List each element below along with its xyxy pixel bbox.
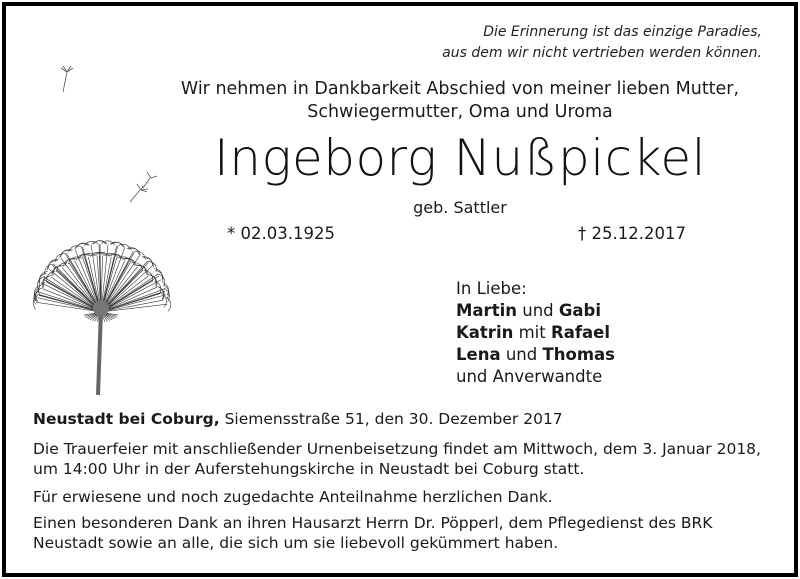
relative-name: Katrin xyxy=(456,323,514,342)
family-signatories xyxy=(456,278,615,388)
conjunction: und xyxy=(522,301,554,320)
conjunction: und xyxy=(505,345,538,364)
special-thanks-line: Neustadt sowie an alle, die sich um sie liebevoll gekümmert haben. xyxy=(33,534,559,552)
funeral-line: Die Trauerfeier mit anschließender Urnenbeisetzung findet am Mittwoch, dem 3. Januar 2018, xyxy=(33,440,761,458)
relative-name: Gabi xyxy=(558,301,602,320)
death-date: † 25.12.2017 xyxy=(578,224,686,243)
intro-text xyxy=(120,78,800,124)
relative-name: Thomas xyxy=(542,345,615,364)
funeral-line: um 14:00 Uhr in der Auferstehungskirche in Neustadt bei Coburg statt. xyxy=(33,460,585,478)
place-date-line xyxy=(33,409,563,429)
intro-line: Schwiegermutter, Oma und Uroma xyxy=(307,102,613,122)
quote-line: Die Erinnerung ist das einzige Paradies, xyxy=(483,24,762,40)
address-date: Siemensstraße 51, den 30. Dezember 2017 xyxy=(224,410,563,428)
family-heading: In Liebe: xyxy=(456,279,527,298)
family-row xyxy=(456,300,615,322)
birth-date: * 02.03.1925 xyxy=(227,224,335,243)
relative-name: Rafael xyxy=(551,323,610,342)
conjunction: mit xyxy=(518,323,546,342)
maiden-name: geb. Sattler xyxy=(413,198,507,217)
funeral-info xyxy=(33,439,761,479)
family-closing: und Anverwandte xyxy=(456,367,603,386)
special-thanks xyxy=(33,513,712,553)
relative-name: Lena xyxy=(456,345,501,364)
special-thanks-line: Einen besonderen Dank an ihren Hausarzt Herrn Dr. Pöpperl, dem Pflegedienst des BRK xyxy=(33,514,713,532)
relative-name: Martin xyxy=(456,301,517,320)
quote-line: aus dem wir nicht vertrieben werden können. xyxy=(442,45,762,61)
intro-line: Wir nehmen in Dankbarkeit Abschied von meiner lieben Mutter, xyxy=(180,79,740,99)
family-row xyxy=(456,322,615,344)
town: Neustadt bei Coburg, xyxy=(33,410,220,428)
thanks-line: Für erwiesene und noch zugedachte Anteilnahme herzlichen Dank. xyxy=(33,488,553,506)
epigraph-quote xyxy=(442,22,762,64)
deceased-name: Ingeborg Nußpickel xyxy=(214,129,706,187)
family-row xyxy=(456,344,615,366)
